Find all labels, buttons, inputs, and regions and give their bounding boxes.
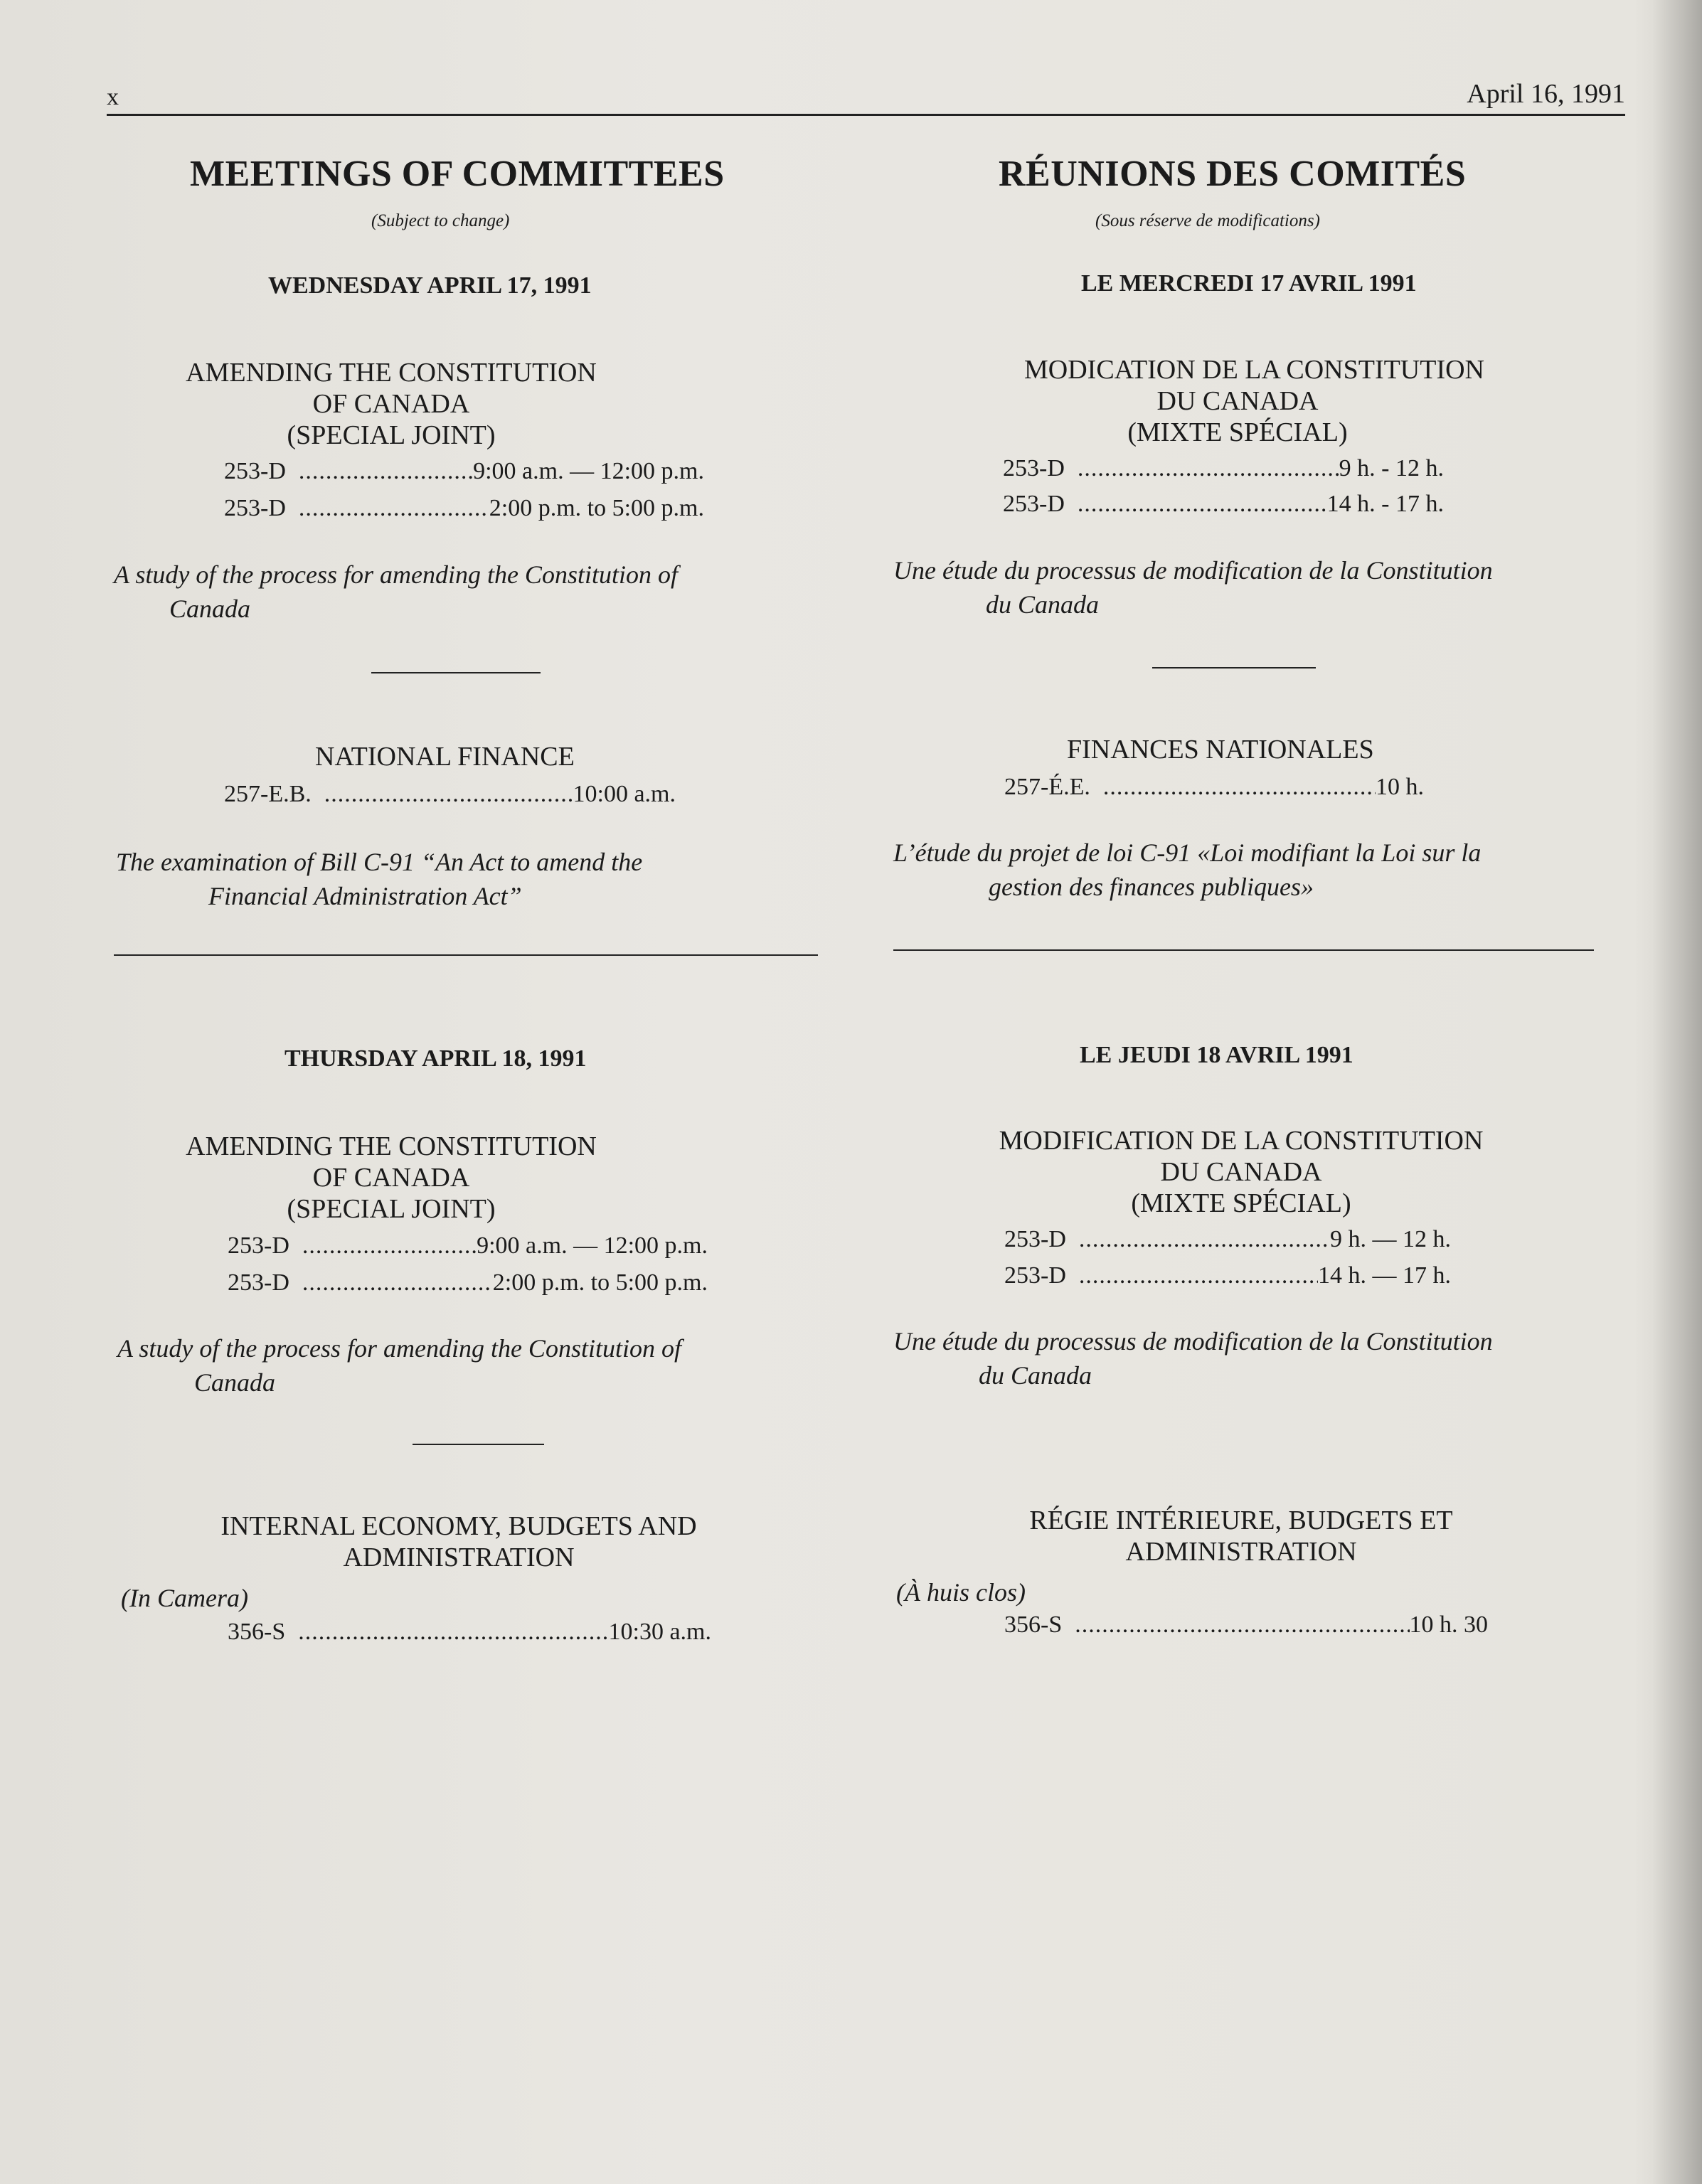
dot-leader — [1079, 1226, 1330, 1253]
description-line: The examination of Bill C-91 “An Act to amend the — [116, 848, 643, 876]
french-day2-committee1-description — [893, 1324, 1619, 1392]
english-day2-committee1-name — [178, 1131, 605, 1225]
session-row — [1003, 455, 1444, 482]
session-row — [224, 495, 704, 522]
dot-leader — [299, 458, 473, 485]
session-room: 253-D — [224, 458, 286, 484]
session-time: 10:30 a.m. — [608, 1619, 711, 1645]
session-row — [224, 458, 704, 485]
committee-name-line: MODICATION DE LA CONSTITUTION — [1024, 355, 1485, 385]
french-day2-committee2-name — [960, 1505, 1522, 1567]
session-room: 257-É.E. — [1004, 774, 1090, 800]
session-room: 253-D — [224, 495, 286, 521]
english-title: MEETINGS OF COMMITTEES — [190, 154, 725, 194]
description-line: A study of the process for amending the Constitution of — [117, 1334, 681, 1363]
section-divider — [1152, 667, 1316, 668]
committee-name-line: DU CANADA — [1156, 386, 1319, 416]
committee-name-line: (SPECIAL JOINT) — [287, 1194, 496, 1224]
description-line: A study of the process for amending the Constitution of — [114, 560, 678, 589]
session-time: 2:00 p.m. to 5:00 p.m. — [492, 1269, 708, 1296]
english-day1-committee2-description — [116, 845, 827, 913]
english-day2-committee2-name — [178, 1511, 740, 1573]
session-room: 356-S — [228, 1619, 286, 1645]
session-row — [1003, 491, 1444, 518]
french-day1-heading: LE MERCREDI 17 AVRIL 1991 — [1081, 270, 1417, 297]
session-row — [1004, 1262, 1451, 1289]
committee-name-line: (MIXTE SPÉCIAL) — [1127, 417, 1348, 447]
dot-leader — [302, 1232, 477, 1259]
committee-name-line: INTERNAL ECONOMY, BUDGETS AND — [220, 1511, 697, 1541]
english-day1-committee2-name: NATIONAL FINANCE — [315, 742, 575, 772]
session-row — [1004, 1612, 1488, 1639]
committee-name-line: OF CANADA — [312, 1163, 470, 1193]
header-rule — [107, 114, 1625, 116]
session-time: 14 h. - 17 h. — [1326, 491, 1444, 517]
session-row — [228, 1232, 708, 1259]
french-subject-note: (Sous réserve de modifications) — [1095, 211, 1320, 230]
english-day1-committee1-description — [114, 558, 825, 626]
description-line: du Canada — [986, 590, 1100, 619]
english-in-camera-note: (In Camera) — [121, 1584, 248, 1612]
session-room: 253-D — [1003, 455, 1065, 481]
dot-leader — [299, 495, 489, 522]
description-line: Une étude du processus de modification de la Constitution — [893, 1327, 1493, 1355]
session-room: 253-D — [228, 1232, 289, 1259]
description-line: Canada — [169, 595, 251, 623]
french-day1-committee2-description — [893, 836, 1619, 904]
session-time: 10:00 a.m. — [573, 781, 676, 807]
english-day2-committee1-description — [117, 1331, 836, 1400]
day-divider — [114, 954, 818, 956]
committee-name-line: RÉGIE INTÉRIEURE, BUDGETS ET — [1029, 1506, 1453, 1535]
description-line: Financial Administration Act” — [208, 882, 522, 910]
french-title: RÉUNIONS DES COMITÉS — [999, 154, 1467, 194]
french-in-camera-note: (À huis clos) — [896, 1578, 1026, 1607]
description-line: L’étude du projet de loi C-91 «Loi modifiant la Loi sur la — [893, 838, 1482, 867]
committee-name-line: OF CANADA — [312, 389, 470, 419]
dot-leader — [302, 1269, 493, 1296]
committee-name-line: DU CANADA — [1160, 1157, 1322, 1187]
day-divider — [893, 949, 1594, 951]
committee-name-line: AMENDING THE CONSTITUTION — [186, 1131, 597, 1161]
session-row — [228, 1619, 711, 1646]
committee-name-line: ADMINISTRATION — [343, 1543, 575, 1572]
committee-name-line: AMENDING THE CONSTITUTION — [186, 358, 597, 388]
section-divider — [413, 1444, 544, 1445]
session-room: 253-D — [1004, 1262, 1066, 1289]
session-time: 14 h. — 17 h. — [1318, 1262, 1451, 1289]
session-time: 10 h. — [1376, 774, 1424, 800]
english-day2-heading: THURSDAY APRIL 18, 1991 — [284, 1045, 587, 1072]
session-time: 2:00 p.m. to 5:00 p.m. — [489, 495, 704, 521]
french-day1-committee1-name — [1024, 354, 1485, 448]
dot-leader — [324, 781, 573, 808]
description-line: Canada — [194, 1368, 276, 1397]
french-day1-committee1-description — [893, 553, 1619, 622]
committee-name-line: ADMINISTRATION — [1125, 1537, 1357, 1567]
english-day1-committee1-name — [178, 357, 605, 451]
english-subject-note: (Subject to change) — [371, 211, 510, 230]
session-time: 10 h. 30 — [1409, 1612, 1488, 1638]
dot-leader — [1079, 1262, 1318, 1289]
session-row — [1004, 1226, 1451, 1253]
dot-leader — [1075, 1612, 1409, 1639]
french-day1-committee2-name: FINANCES NATIONALES — [1067, 735, 1374, 765]
committee-name-line: MODIFICATION DE LA CONSTITUTION — [999, 1126, 1484, 1156]
session-room: 257-E.B. — [224, 781, 312, 807]
dot-leader — [1078, 491, 1327, 518]
session-row — [224, 781, 676, 808]
committee-name-line: (SPECIAL JOINT) — [287, 420, 496, 450]
dot-leader — [1078, 455, 1339, 482]
page-binding-shadow — [1652, 0, 1702, 2184]
session-room: 253-D — [1004, 1226, 1066, 1252]
session-row — [228, 1269, 708, 1296]
session-room: 356-S — [1004, 1612, 1063, 1638]
session-time: 9:00 a.m. — 12:00 p.m. — [477, 1232, 708, 1259]
session-room: 253-D — [228, 1269, 289, 1296]
description-line: gestion des finances publiques» — [989, 873, 1314, 901]
page-number: x — [107, 84, 119, 110]
session-row — [1004, 774, 1424, 801]
section-divider — [371, 672, 541, 673]
french-day2-committee1-name — [960, 1125, 1522, 1219]
description-line: du Canada — [979, 1361, 1092, 1390]
dot-leader — [1103, 774, 1376, 801]
session-time: 9 h. — 12 h. — [1330, 1226, 1451, 1252]
session-time: 9 h. - 12 h. — [1339, 455, 1444, 481]
header-date: April 16, 1991 — [1467, 79, 1625, 109]
dot-leader — [298, 1619, 608, 1646]
session-time: 9:00 a.m. — 12:00 p.m. — [473, 458, 704, 484]
description-line: Une étude du processus de modification de la Constitution — [893, 556, 1493, 585]
french-day2-heading: LE JEUDI 18 AVRIL 1991 — [1080, 1042, 1353, 1068]
english-day1-heading: WEDNESDAY APRIL 17, 1991 — [268, 272, 592, 299]
session-room: 253-D — [1003, 491, 1065, 517]
committee-name-line: (MIXTE SPÉCIAL) — [1131, 1188, 1351, 1218]
